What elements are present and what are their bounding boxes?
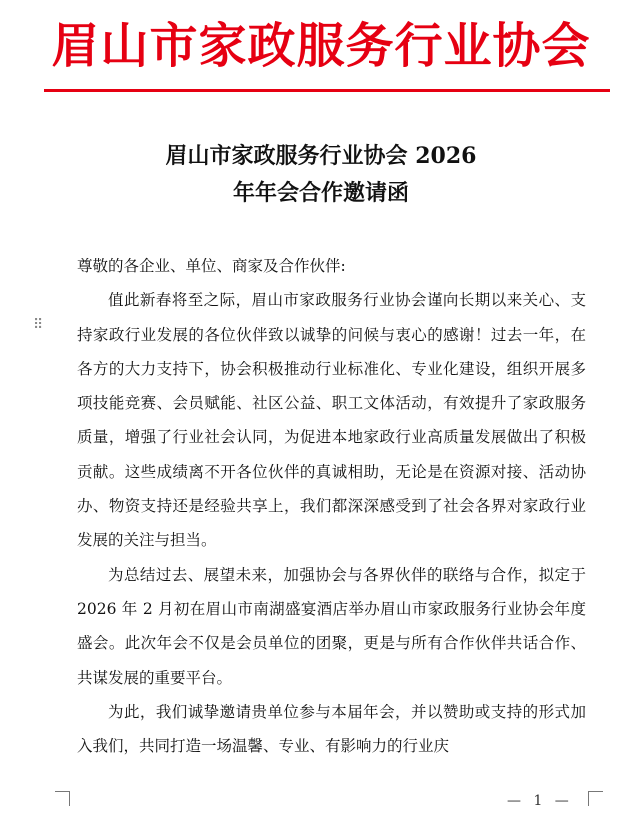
page-corner-mark-right xyxy=(588,791,603,806)
page-number: — 1 — xyxy=(507,793,573,809)
document-title-line-1: 眉山市家政服务行业协会 2026 xyxy=(165,143,477,169)
drag-handle-icon[interactable]: ⠿ xyxy=(33,317,44,333)
paragraph-3: 为此，我们诚挚邀请贵单位参与本届年会，并以赞助或支持的形式加入我们，共同打造一场温馨、专业、有影响力的行业庆 xyxy=(77,702,586,756)
paragraph-1: 值此新春将至之际，眉山市家政服务行业协会谨向长期以来关心、支持家政行业发展的各位伙伴致以诚挚的问候与衷心的感谢！过去一年，在各方的大力支持下，协会积极推动行业标准化、专业化建设，组织开展多项技能竞赛、会员赋能、社区公益、职工文体活动，有效提升了家政服务质量，增强了行业社会认同，为促进本地家政行业高质量发展做出了积极贡献。这些成绩离不开各位伙伴的真诚相助，无论是在资源对接、活动协办、物资支持还是经验共享上，我们都深深感受到了社会各界对家政行业发展的关注与担当。 xyxy=(77,291,586,550)
document-title-line-2: 年年会合作邀请函 xyxy=(232,180,409,206)
letterhead-org-name: 眉山市家政服务行业协会 xyxy=(51,18,591,74)
page-corner-mark-left xyxy=(55,791,70,806)
salutation: 尊敬的各企业、单位、商家及合作伙伴: xyxy=(77,257,346,275)
letterhead-red-rule xyxy=(44,89,610,92)
letter-body xyxy=(77,249,586,763)
paragraph-2: 为总结过去、展望未来，加强协会与各界伙伴的联络与合作，拟定于 2026 年 2 月初在眉山市南湖盛宴酒店举办眉山市家政服务行业协会年度盛会。此次年会不仅是会员单位的团聚，更是与所有合作伙伴共话合作、共谋发展的重要平台。 xyxy=(77,565,586,687)
